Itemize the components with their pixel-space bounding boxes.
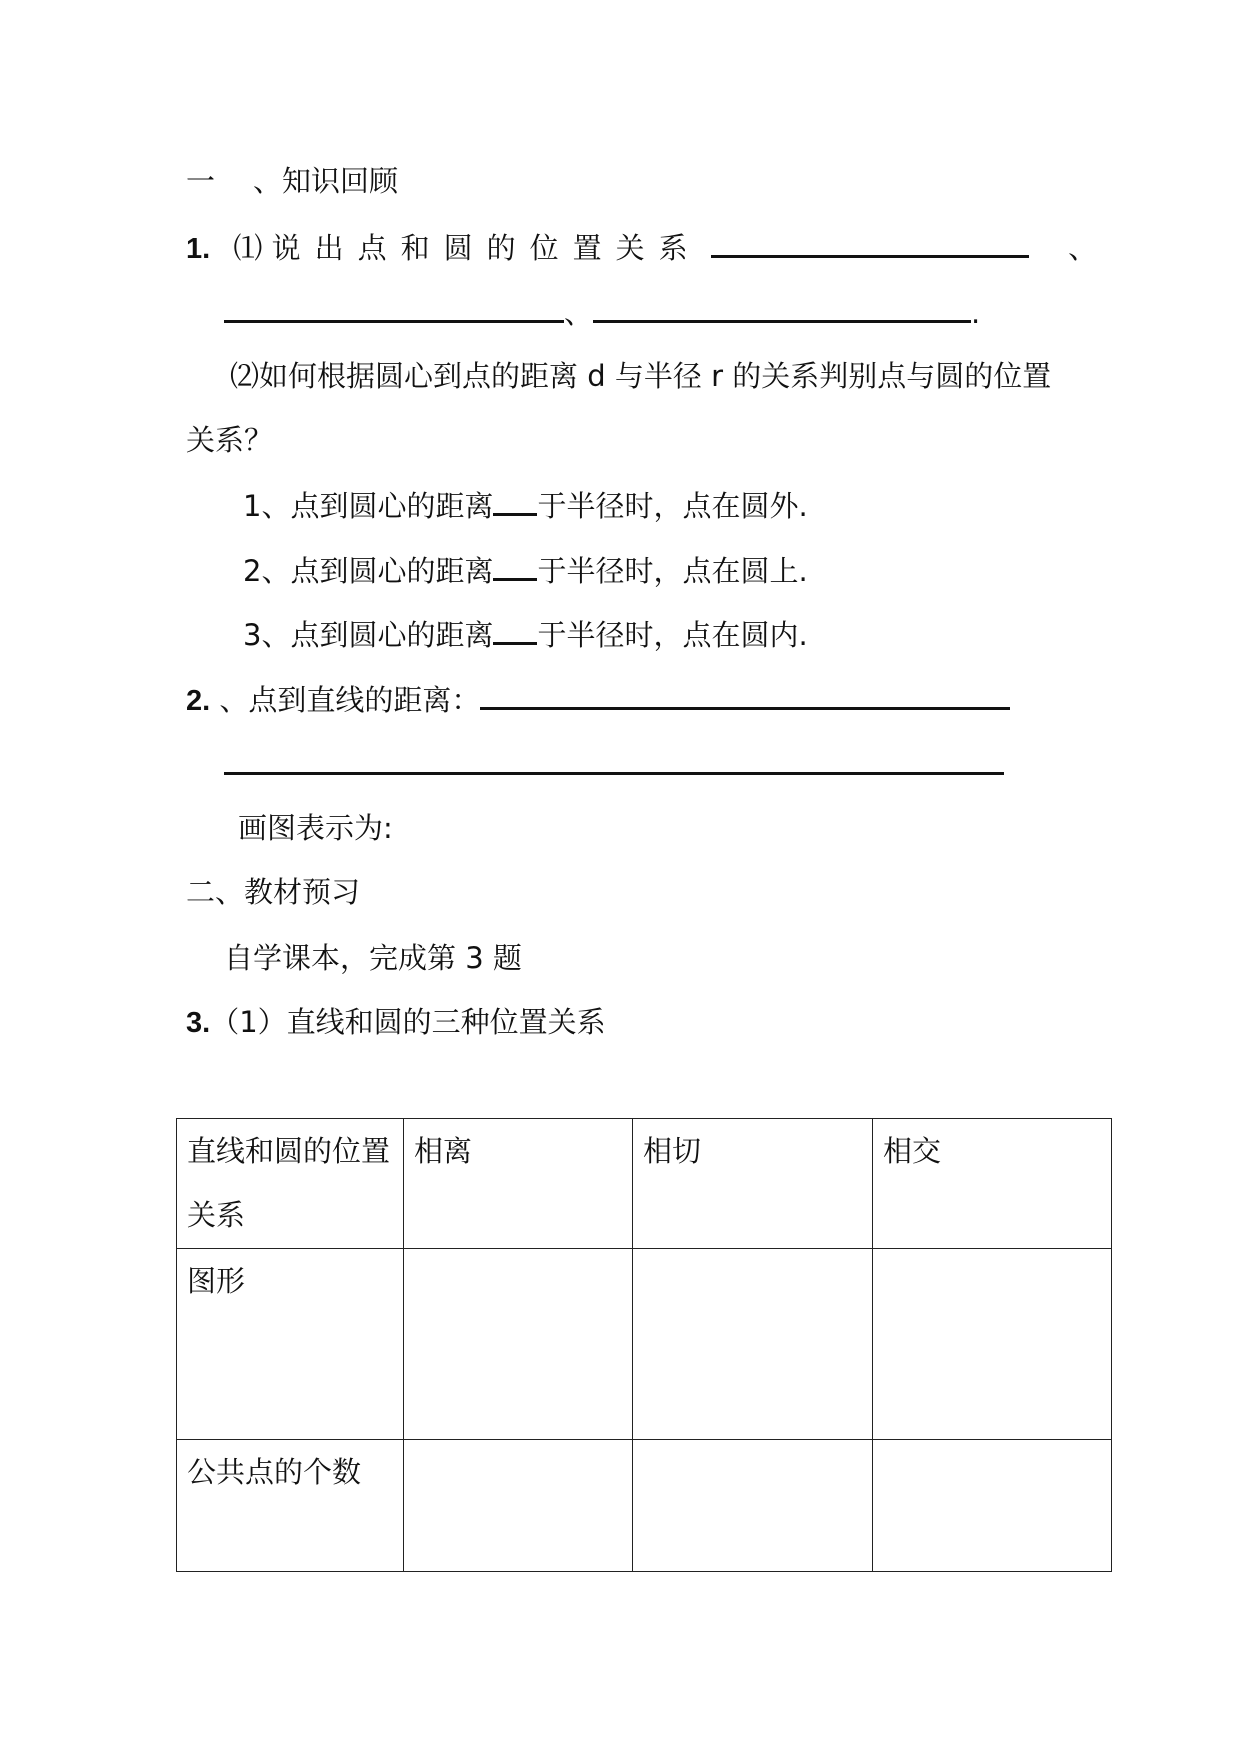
item-prefix: 1、点到圆心的距离 [243, 489, 494, 523]
section1-heading [186, 163, 398, 199]
drawing-label: 画图表示为: [238, 811, 393, 845]
q3-line [186, 1004, 606, 1041]
table-row-label: 图形 [177, 1249, 404, 1440]
separator: 、 [564, 296, 594, 330]
list-item [243, 552, 808, 589]
table-cell[interactable] [873, 1249, 1112, 1440]
table-row [177, 1440, 1112, 1572]
q1-part2-line2: 关系？ [186, 423, 274, 457]
q3-text: （1）直线和圆的三种位置关系 [210, 1005, 606, 1039]
answer-blank[interactable] [493, 616, 537, 645]
q2-line1 [186, 681, 1010, 719]
q1-line1 [186, 229, 1097, 267]
q3-number: 3. [186, 1007, 211, 1039]
table-cell[interactable] [404, 1440, 633, 1572]
item-prefix: 2、点到圆心的距离 [243, 554, 494, 588]
q1-part1-label: ⑴ [233, 231, 263, 265]
section1-heading-text: 、知识回顾 [253, 164, 399, 198]
list-item [243, 616, 808, 653]
section1-heading-num: 一 [186, 164, 216, 198]
list-item [243, 487, 808, 524]
table-header-cell: 相离 [404, 1119, 633, 1249]
table-header-cell: 直线和圆的位置关系 [177, 1119, 404, 1249]
q2-line2 [224, 746, 1004, 783]
item-prefix: 3、点到圆心的距离 [243, 618, 494, 652]
answer-blank[interactable] [493, 552, 537, 581]
sentence-end: . [971, 296, 981, 330]
item-suffix: 于半径时，点在圆上. [537, 554, 808, 588]
item-suffix: 于半径时，点在圆内. [537, 618, 808, 652]
answer-blank[interactable] [493, 487, 537, 516]
separator: 、 [1068, 231, 1098, 265]
table-row [177, 1249, 1112, 1440]
q1-part1-text: 说出点和圆的位置关系 [271, 231, 702, 265]
q2-text: 、点到直线的距离： [219, 683, 481, 717]
table-cell[interactable] [633, 1440, 873, 1572]
table-header-cell: 相交 [873, 1119, 1112, 1249]
table-header-cell: 相切 [633, 1119, 873, 1249]
q1-line2 [224, 294, 980, 331]
table-cell[interactable] [404, 1249, 633, 1440]
answer-blank[interactable] [224, 294, 564, 323]
section2-heading: 二、教材预习 [186, 875, 361, 909]
relation-table [176, 1118, 1112, 1572]
answer-blank[interactable] [480, 681, 1010, 710]
answer-blank[interactable] [593, 294, 971, 323]
q1-number: 1. [186, 233, 211, 265]
answer-blank[interactable] [711, 229, 1029, 258]
table-cell[interactable] [633, 1249, 873, 1440]
table-row-label: 公共点的个数 [177, 1440, 404, 1572]
answer-blank[interactable] [224, 746, 1004, 775]
table-header-row [177, 1119, 1112, 1249]
section2-intro: 自学课本，完成第 3 题 [224, 941, 522, 975]
table-cell[interactable] [873, 1440, 1112, 1572]
q2-number: 2. [186, 685, 211, 717]
item-suffix: 于半径时，点在圆外. [537, 489, 808, 523]
q1-part2-line1: ⑵如何根据圆心到点的距离 d 与半径 r 的关系判别点与圆的位置 [230, 359, 1052, 393]
